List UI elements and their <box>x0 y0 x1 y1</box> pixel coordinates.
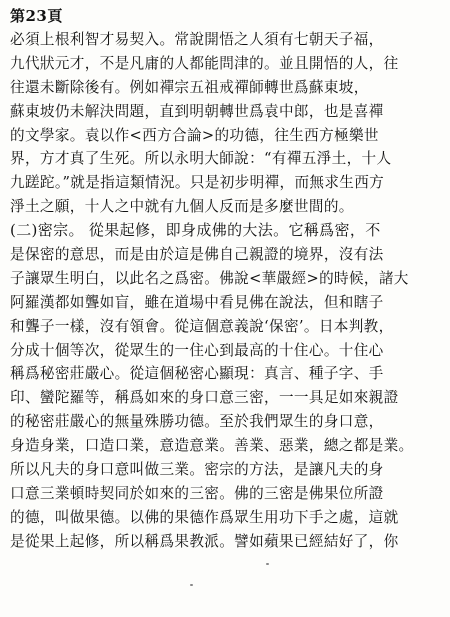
text-line: 淨土之願，十人之中就有九個人反而是多麼世間的。 <box>10 198 354 216</box>
text-line: 的文學家。袁以作<西方合論>的功德，往生西方極樂世 <box>10 126 379 144</box>
text-line: 口意三業頓時契同於如來的三密。佛的三密是佛果位所證 <box>10 484 384 502</box>
text-line: 必須上根利智才易契入。常說開悟之人須有七朝天子福， <box>10 31 384 48</box>
text-line: 的秘密莊嚴心的無量殊勝功德。至於我們眾生的身口意， <box>10 413 384 431</box>
text-line: 身造身業，口造口業，意造意業。善業、惡業，總之都是業。 <box>10 437 414 455</box>
text-line: 子讓眾生明白，以此名之爲密。佛說<華嚴經>的時候，諸大 <box>10 269 409 287</box>
scan-speck <box>190 584 193 586</box>
text-line: 九代狀元才，不是凡庸的人都能問津的。並且開悟的人，往 <box>10 54 399 72</box>
text-line: 蘇東坡仍未解決問題，直到明朝轉世爲袁中郎，也是喜禪 <box>10 102 384 120</box>
text-line: 印、蠻陀羅等，稱爲如來的身口意三密，一一具足如來親證 <box>10 389 399 407</box>
page-number-header: 第23頁 <box>10 7 63 25</box>
text-line: 所以凡夫的身口意叫做三業。密宗的方法，是讓凡夫的身 <box>10 461 384 479</box>
section-heading-line: (二)密宗。 從果起修，即身成佛的大法。它稱爲密，不 <box>10 221 381 240</box>
text-line: 界，方才真了生死。所以永明大師說：“有禪五淨土，十人 <box>10 150 392 168</box>
scan-speck <box>266 563 269 565</box>
text-line: 分成十個等次，從眾生的一住心到最高的十住心。十住心 <box>10 341 384 359</box>
text-line: 和聾子一樣，沒有領會。從這個意義說‘保密’。日本判教， <box>10 317 394 335</box>
text-line: 阿羅漢都如聾如盲，雖在道場中看見佛在說法，但和瞎子 <box>10 293 384 311</box>
text-line: 往還未斷除後有。例如禪宗五祖戒禪師轉世爲蘇東坡， <box>10 78 369 96</box>
body-text <box>10 28 442 554</box>
text-line: 九蹉跎。”就是指這類情況。只是初步明禪，而無求生西方 <box>10 174 385 192</box>
text-line: 是從果上起修，所以稱爲果教派。譬如蘋果已經結好了，你 <box>10 532 399 550</box>
text-line: 是保密的意思，而是由於這是佛自己親證的境界，沒有法 <box>10 246 384 264</box>
text-line: 的德，叫做果德。以佛的果德作爲眾生用功下手之處，這就 <box>10 508 399 526</box>
text-line: 稱爲秘密莊嚴心。從這個秘密心顯現：真言、種子字、手 <box>10 365 384 383</box>
